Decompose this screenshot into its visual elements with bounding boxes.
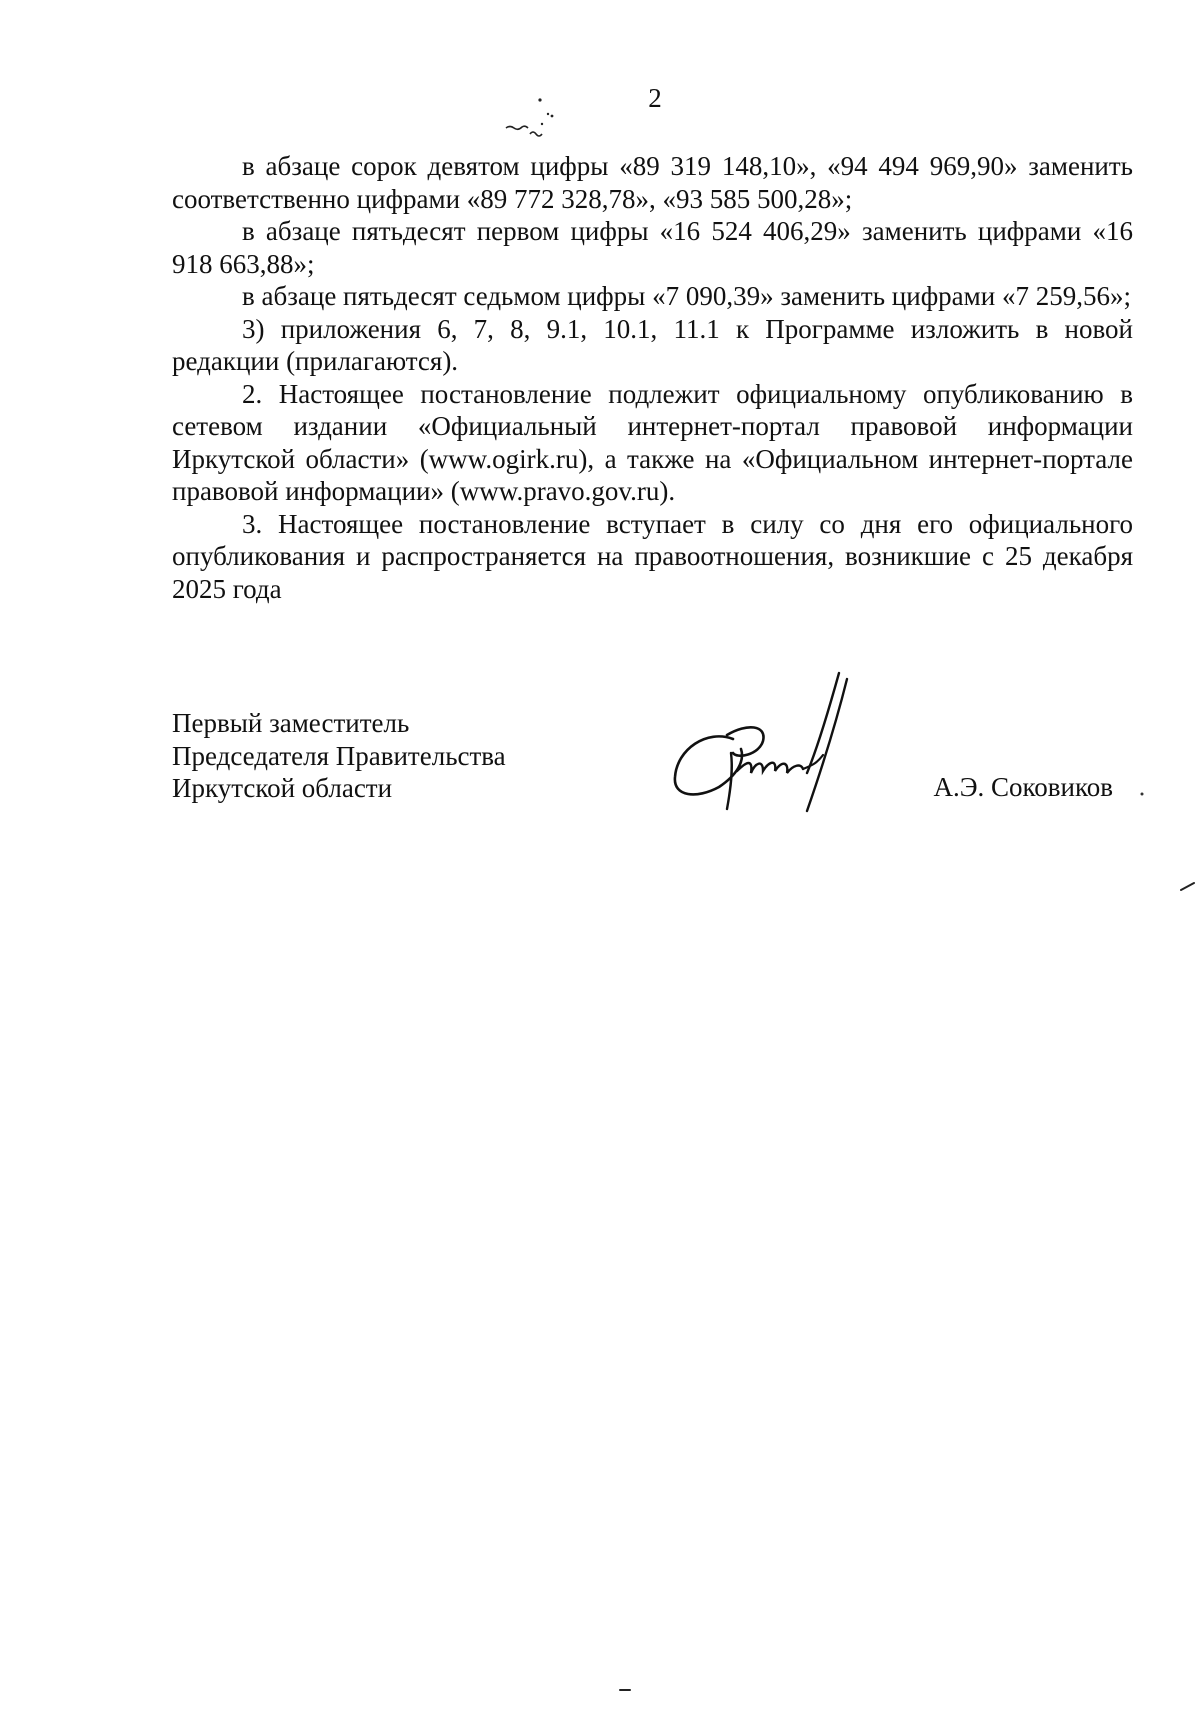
position-line: Иркутской области [172, 773, 393, 803]
scan-artifact-mark [1180, 880, 1196, 892]
signature-block [172, 707, 1133, 827]
position-line: Первый заместитель [172, 708, 410, 738]
paragraph: в абзаце пятьдесят первом цифры «16 524 406,29» заменить цифрами «16 918 663,88»; [172, 216, 1133, 279]
handwritten-signature [667, 669, 897, 819]
paragraph: 3) приложения 6, 7, 8, 9.1, 10.1, 11.1 к Программе изложить в новой редакции (прилагаются). [172, 313, 1133, 376]
document-body [172, 150, 1133, 605]
signatory-name: А.Э. Соковиков [933, 772, 1113, 802]
paragraph: в абзаце пятьдесят седьмом цифры «7 090,39» заменить цифрами «7 259,56»; [242, 281, 1131, 311]
paragraph: 3. Настоящее постановление вступает в силу со дня его официального опубликования и распространяется на правоотношения, возникшие с 25 декабря 2025 года [172, 508, 1133, 604]
scan-artifact-mark [618, 1686, 632, 1694]
scan-artifact-mark [500, 86, 560, 146]
scan-artifact-mark [1138, 790, 1148, 798]
page-number: 2 [648, 83, 662, 113]
paragraph: в абзаце сорок девятом цифры «89 319 148,10», «94 494 969,90» заменить соответственно цифрами «89 772 328,78», «93 585 500,28»; [172, 151, 1133, 214]
paragraph: 2. Настоящее постановление подлежит официальному опубликованию в сетевом издании «Официальный интернет-портал правовой информации Иркутской области» (www.ogirk.ru), а также на «Официальном интернет-портале правовой информации» (www.pravo.gov.ru). [172, 378, 1133, 506]
position-line: Председателя Правительства [172, 740, 506, 771]
signatory-position [172, 707, 592, 805]
